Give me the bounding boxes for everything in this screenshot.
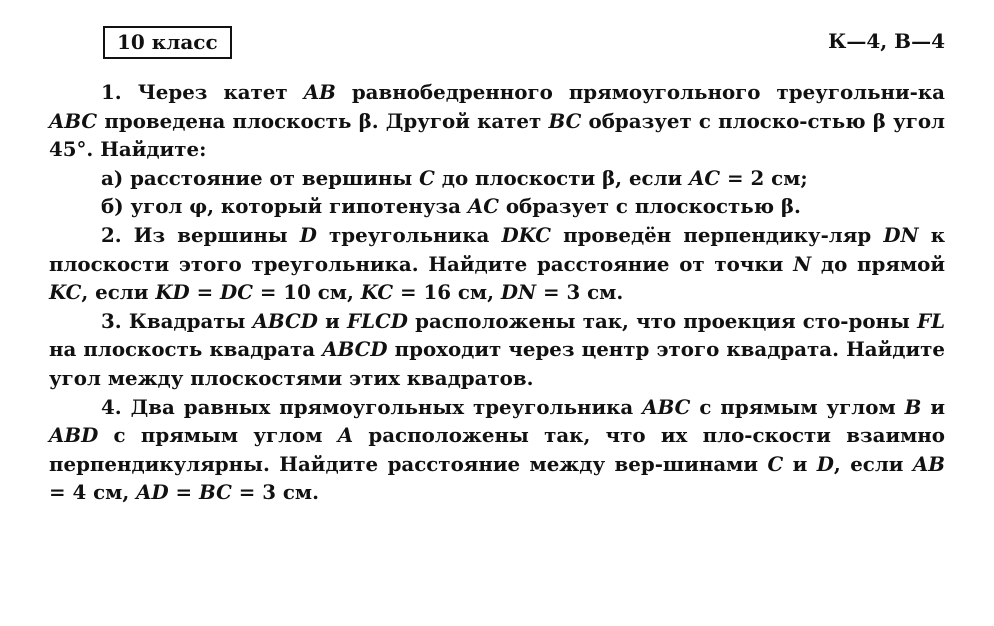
problem-3 — [49, 307, 945, 393]
italic-term: ABCD — [252, 308, 318, 333]
problem-text: Через катет AB равнобедренного прямоугольного треугольни-ка ABC проведена плоскость β. Другой катет BC образует с плоско-стью β угол 45°. Найдите: — [49, 80, 945, 162]
italic-term: DC — [220, 280, 253, 305]
italic-term: AB — [303, 80, 336, 104]
italic-term: BC — [548, 108, 582, 133]
class-label-box: 10 класс — [103, 26, 232, 59]
italic-term: BC — [199, 480, 232, 505]
problem-1-subitem-a — [49, 164, 945, 193]
italic-term: AB — [912, 451, 945, 476]
problem-number: 2. — [101, 222, 122, 247]
problem-text: Квадраты ABCD и FLCD расположены так, что проекция сто-роны FL на плоскость квадрата ABCD проходит через центр этого квадрата. Найдите угол между плоскостями этих квадратов. — [49, 308, 946, 390]
italic-term: B — [904, 394, 922, 419]
italic-term: C — [767, 451, 784, 476]
problem-number: 4. — [101, 394, 122, 419]
italic-term: KC — [49, 280, 82, 305]
italic-term: KD — [155, 280, 190, 305]
italic-term: ABC — [49, 108, 98, 133]
header — [103, 26, 945, 60]
variant-label: К—4, В—4 — [828, 29, 945, 53]
problem-4 — [49, 393, 945, 507]
subitem-text: а) расстояние от вершины C до плоскости β, если AC = 2 см; — [101, 165, 808, 190]
italic-term: D — [816, 451, 834, 476]
italic-term: KC — [360, 280, 394, 305]
italic-term: ABCD — [322, 337, 388, 362]
italic-term: AD — [136, 480, 169, 505]
italic-term: ABC — [642, 394, 691, 419]
problem-number: 3. — [101, 308, 122, 333]
italic-term: A — [337, 423, 354, 448]
italic-term: D — [299, 222, 317, 247]
italic-term: DKC — [501, 222, 551, 247]
problem-1 — [49, 78, 945, 164]
italic-term: FL — [917, 308, 946, 333]
problems-list — [49, 78, 945, 507]
italic-term: C — [419, 165, 435, 190]
problem-number: 1. — [101, 80, 122, 104]
problem-1-subitem-b — [49, 192, 945, 221]
italic-term: DN — [500, 280, 537, 305]
subitem-text: б) угол φ, который гипотенуза AC образует с плоскостью β. — [101, 194, 801, 219]
italic-term: ABD — [49, 423, 99, 448]
italic-term: FLCD — [347, 308, 408, 333]
italic-term: AC — [467, 194, 499, 219]
italic-term: DN — [883, 222, 919, 247]
problem-2 — [49, 221, 945, 307]
italic-term: AC — [689, 165, 721, 190]
problem-text: Из вершины D треугольника DKC проведён перпендику-ляр DN к плоскости этого треугольника. Найдите расстояние от точки N до прямой KC, если KD = DC = 10 см, KC = 16 см, DN = 3 см. — [49, 222, 945, 305]
italic-term: N — [793, 251, 812, 276]
problem-text: Два равных прямоугольных треугольника ABC с прямым углом B и ABD с прямым углом A расположены так, что их пло-скости взаимно перпендикулярны. Найдите расстояние между вер-шинами C и D, если AB = 4 см, AD = BC = 3 см. — [49, 394, 945, 505]
